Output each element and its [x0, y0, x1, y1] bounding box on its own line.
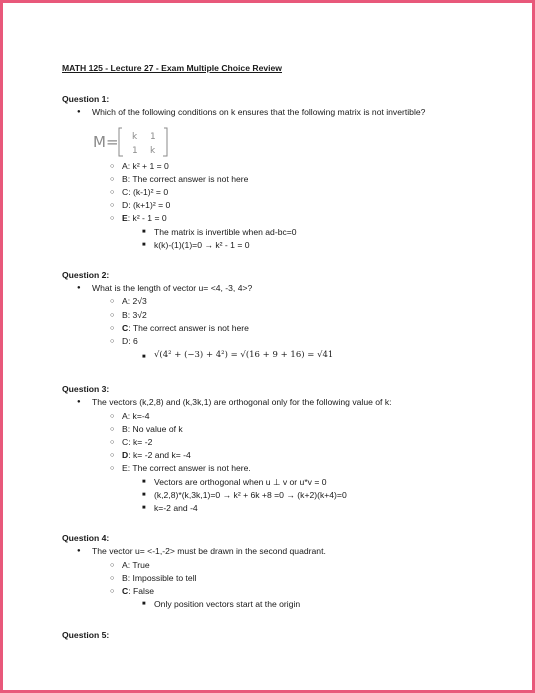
question-prompt: ● The vectors (k,2,8) and (k,3k,1) are orthogonal only for the following value of k:	[62, 396, 502, 409]
option-c: ○ C: (k-1)² = 0	[62, 186, 502, 199]
matrix-sketch-drawing	[90, 120, 210, 160]
question-prompt: ● The vector u= <-1,-2> must be drawn in the second quadrant.	[62, 545, 502, 558]
option-b: ○ B: Impossible to tell	[62, 572, 502, 585]
option-a: ○ A: True	[62, 559, 502, 572]
matrix-label: M=	[93, 132, 119, 151]
option-a: ○ A: 2√3	[62, 295, 502, 308]
question-prompt: ● What is the length of vector u= <4, -3, 4>?	[62, 282, 502, 295]
matrix-entry: k	[132, 131, 138, 142]
question-heading: Question 4:	[62, 533, 110, 544]
question-prompt: ● Which of the following conditions on k ensures that the following matrix is not invertible?	[62, 106, 502, 119]
option-b: ○ B: The correct answer is not here	[62, 173, 502, 186]
question-3	[62, 383, 502, 515]
question-4	[62, 532, 502, 611]
option-e: ○ E: The correct answer is not here.	[62, 462, 502, 475]
solution-note: ■ k(k)-(1)(1)=0 → k² - 1 = 0	[62, 239, 502, 252]
question-heading: Question 2:	[62, 270, 110, 281]
option-e: ○ E: k² - 1 = 0	[62, 212, 502, 225]
matrix-entry: 1	[132, 145, 138, 156]
matrix-entry: 1	[150, 131, 156, 142]
solution-note: ■ Only position vectors start at the origin	[62, 598, 502, 611]
vector-length-formula: √(4² + (−3) + 4²) = √(16 + 9 + 16) = √41	[154, 350, 334, 361]
question-heading: Question 5:	[62, 629, 110, 640]
question-heading: Question 1:	[62, 94, 110, 105]
solution-note: ■ Vectors are orthogonal when u ⊥ v or u*v = 0	[62, 476, 502, 489]
option-c: ○ C: The correct answer is not here	[62, 322, 502, 335]
document-body	[62, 62, 502, 659]
question-heading: Question 3:	[62, 384, 110, 395]
option-b: ○ B: No value of k	[62, 423, 502, 436]
question-2	[62, 269, 502, 366]
solution-note: ■ The matrix is invertible when ad-bc=0	[62, 226, 502, 239]
option-a: ○ A: k² + 1 = 0	[62, 160, 502, 173]
option-d: ○ D: (k+1)² = 0	[62, 199, 502, 212]
solution-note: ■ k=-2 and -4	[62, 502, 502, 515]
document-title: MATH 125 - Lecture 27 - Exam Multiple Choice Review	[62, 63, 282, 73]
solution-note: ■ (k,2,8)*(k,3k,1)=0 → k² + 6k +8 =0 → (k+2)(k+4)=0	[62, 489, 502, 502]
option-d: ○ D: 6	[62, 335, 502, 348]
option-a: ○ A: k=-4	[62, 410, 502, 423]
option-b: ○ B: 3√2	[62, 309, 502, 322]
option-c: ○ C: k= -2	[62, 436, 502, 449]
question-5	[62, 629, 502, 642]
option-c: ○ C: False	[62, 585, 502, 598]
handwritten-matrix	[90, 120, 502, 160]
matrix-entry: k	[150, 145, 156, 156]
question-1	[62, 93, 502, 252]
solution-formula	[62, 348, 502, 366]
option-d: ○ D: k= -2 and k= -4	[62, 449, 502, 462]
